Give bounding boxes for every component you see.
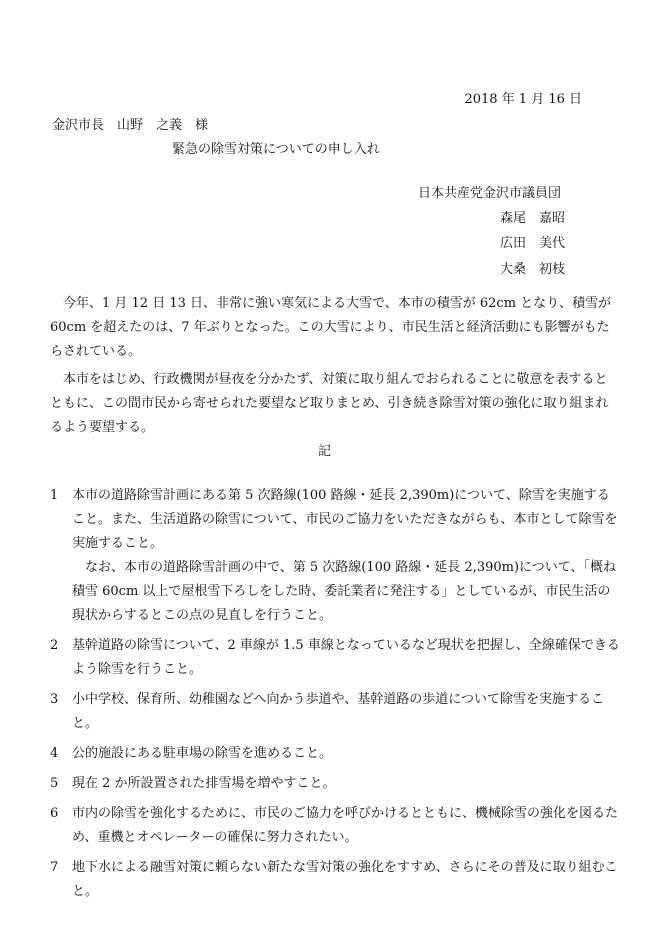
item-number: 5 (50, 776, 59, 791)
request-item (50, 634, 620, 682)
item-main-text: 本市の道路除雪計画にある第 5 次路線(100 路線・延長 2,390m)について、除雪を実施すること。また、生活道路の除雪について、市民のご協力をいただきながらも、本市として除雪を実施すること。 (72, 488, 618, 551)
request-item (50, 484, 620, 628)
document-date: 2018 年 1 月 16 日 (464, 92, 582, 107)
request-item (50, 772, 620, 796)
request-item (50, 856, 620, 904)
sender-organization: 日本共産党金沢市議員団 (418, 186, 562, 201)
ki-heading: 記 (318, 444, 332, 459)
body-paragraph: 今年、1 月 12 日 13 日、非常に強い寒気による大雪で、本市の積雪が 62cm となり、積雪が 60cm を超えたのは、7 年ぶりとなった。この大雪により、市民生活と経済活動にも影響がもたらされている。 (50, 296, 612, 359)
request-item (50, 802, 620, 850)
item-text: 小中学校、保育所、幼稚園などへ向かう歩道や、基幹道路の歩道について除雪を実施すること。 (72, 692, 604, 731)
body-paragraph: 本市をはじめ、行政機関が昼夜を分かたず、対策に取り組んでおられることに敬意を表するとともに、この間市民から寄せられた要望など取りまとめ、引き続き除雪対策の強化に取り組まれるよう要望する。 (50, 372, 609, 435)
item-number: 1 (50, 488, 59, 503)
request-item (50, 742, 620, 766)
request-list (50, 484, 620, 910)
sender-member: 大桑 初枝 (500, 262, 566, 277)
item-text: 地下水による融雪対策に頼らない新たな雪対策の強化をすすめ、さらにその普及に取り組むこと。 (72, 860, 618, 899)
addressee: 金沢市長 山野 之義 様 (52, 118, 209, 133)
item-number: 3 (50, 692, 59, 707)
item-number: 7 (50, 860, 59, 875)
item-text: 公的施設にある駐車場の除雪を進めること。 (72, 746, 333, 761)
item-text: 基幹道路の除雪について、2 車線が 1.5 車線となっているなど現状を把握し、全線確保できるよう除雪を行うこと。 (72, 638, 620, 677)
item-text: 市内の除雪を強化するために、市民のご協力を呼びかけるとともに、機械除雪の強化を図るため、重機とオペレーターの確保に努力されたい。 (72, 806, 619, 845)
sender-member: 森尾 嘉昭 (500, 211, 566, 226)
item-number: 6 (50, 806, 59, 821)
item-text: 現在 2 か所設置された排雪場を増やすこと。 (72, 776, 336, 791)
request-item (50, 688, 620, 736)
item-text (72, 484, 620, 628)
item-number: 4 (50, 746, 59, 761)
item-number: 2 (50, 638, 59, 653)
item-sub-text: なお、本市の道路除雪計画の中で、第 5 次路線(100 路線・延長 2,390m)について、「概ね積雪 60cm 以上で屋根雪下ろしをした時、委託業者に発注する」としているが、市民生活の現状からするとこの点の見直しを行うこと。 (72, 560, 617, 623)
sender-member: 広田 美代 (500, 236, 566, 251)
document-subject: 緊急の除雪対策についての申し入れ (172, 142, 380, 157)
